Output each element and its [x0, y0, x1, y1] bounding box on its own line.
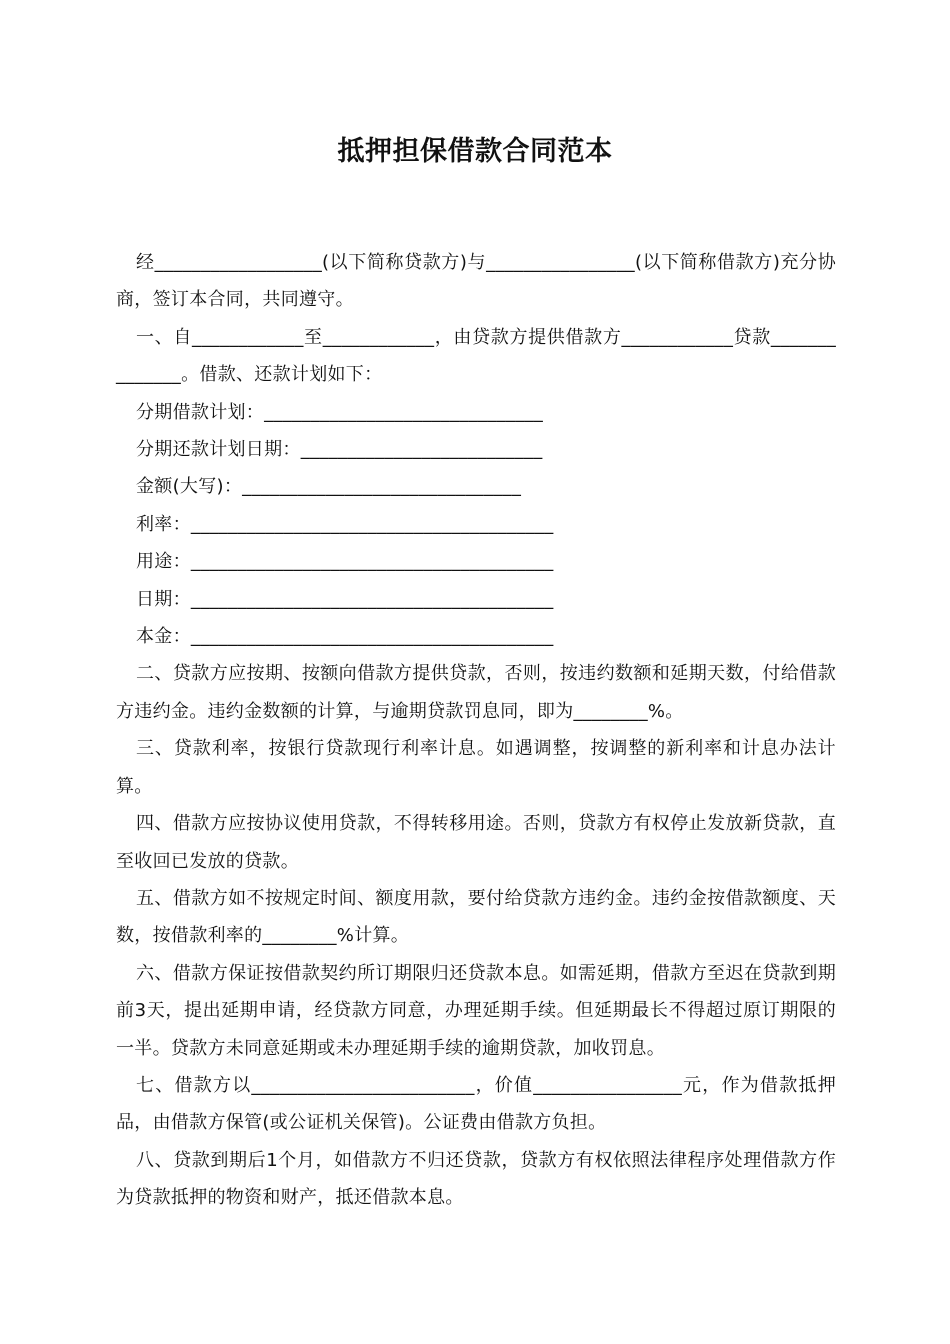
purpose-field: 用途：_______________________________________ — [136, 551, 554, 573]
clause-6: 六、借款方保证按借款契约所订期限归还贷款本息。如需延期，借款方至迟在贷款到期前3天，提出延期申请，经贷款方同意，办理延期手续。但延期最长不得超过原订期限的一半。贷款方未同意延期或未办理延期手续的逾期贷款，加收罚息。 — [116, 962, 836, 1059]
installment-loan-plan-field: 分期借款计划：______________________________ — [136, 401, 544, 423]
interest-rate-field: 利率：_______________________________________ — [136, 513, 554, 535]
clause-2: 二、贷款方应按期、按额向借款方提供贷款，否则，按违约数额和延期天数，付给借款方违约金。违约金数额的计算，与逾期贷款罚息同，即为________%。 — [116, 663, 836, 722]
installment-repayment-date-field: 分期还款计划日期：__________________________ — [136, 439, 543, 461]
clause-7: 七、借款方以________________________，价值________________元，作为借款抵押品，由借款方保管(或公证机关保管)。公证费由借款方负担。 — [116, 1074, 836, 1134]
principal-field: 本金：_______________________________________ — [136, 626, 554, 648]
clause-5: 五、借款方如不按规定时间、额度用款，要付给贷款方违约金。违约金按借款额度、天数，按借款利率的________%计算。 — [116, 887, 836, 947]
intro-paragraph: 经__________________(以下简称贷款方)与________________(以下简称借款方)充分协商，签订本合同，共同遵守。 — [116, 252, 836, 311]
clause-8: 八、贷款到期后1个月，如借款方不归还贷款，贷款方有权依照法律程序处理借款方作为贷款抵押的物资和财产，抵还借款本息。 — [116, 1149, 836, 1209]
clause-4: 四、借款方应按协议使用贷款，不得转移用途。否则，贷款方有权停止发放新贷款，直至收回已发放的贷款。 — [116, 813, 836, 872]
clause-1: 一、自____________至____________，由贷款方提供借款方____________贷款______________。借款、还款计划如下： — [116, 326, 836, 386]
amount-in-words-field: 金额(大写)：______________________________ — [136, 476, 522, 498]
clause-3: 三、贷款利率，按银行贷款现行利率计息。如遇调整，按调整的新利率和计息办法计算。 — [116, 738, 836, 797]
contract-body — [116, 244, 836, 1217]
date-field: 日期：_______________________________________ — [136, 588, 554, 610]
document-title: 抵押担保借款合同范本 — [337, 136, 613, 167]
